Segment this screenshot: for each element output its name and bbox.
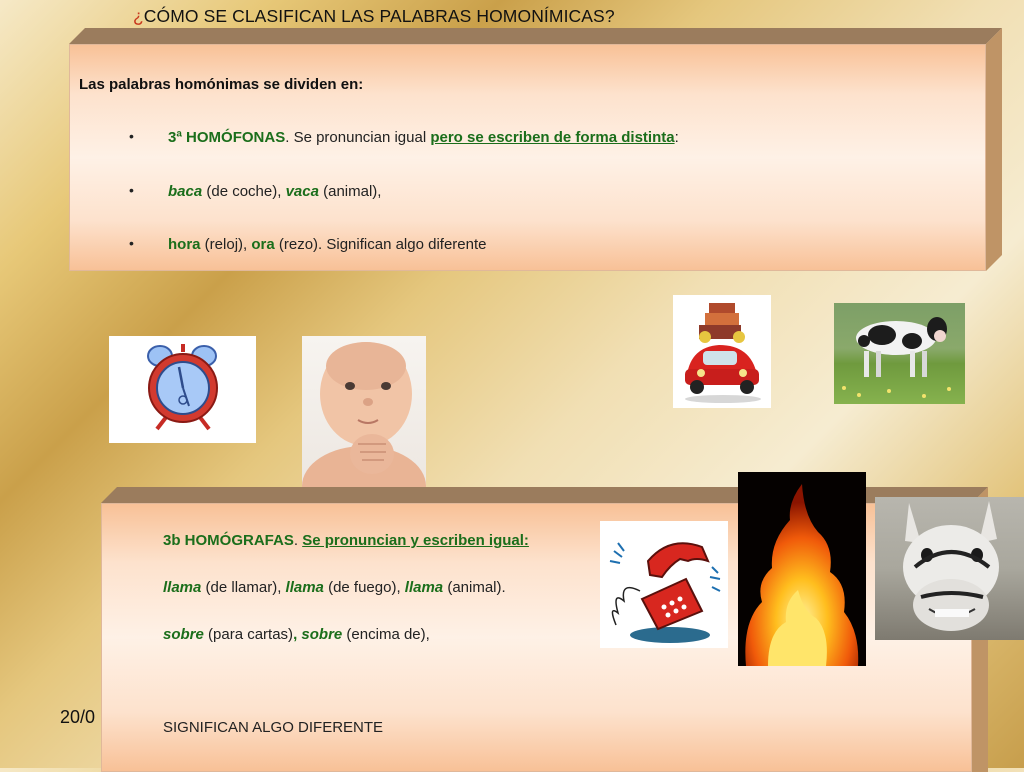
homografas-rule: Se pronuncian y escriben igual: [302, 532, 529, 549]
alarm-clock-icon [109, 336, 256, 443]
red-telephone-icon [600, 521, 728, 648]
intro-text: Las palabras homónimas se dividen en: [79, 76, 364, 93]
date-fragment: 20/0 [60, 707, 96, 727]
cow-photo [834, 303, 965, 404]
llama-photo [875, 497, 1024, 640]
question-mark: ¿ [133, 6, 144, 26]
significan-footer: SIGNIFICAN ALGO DIFERENTE [163, 719, 384, 736]
homografas-heading: 3b HOMÓGRAFAS [163, 532, 294, 549]
sobre-line: sobre (para cartas), sobre (encima de), [163, 626, 430, 643]
llama-line: llama (de llamar), llama (de fuego), llama (animal). [163, 579, 506, 596]
praying-baby-photo [302, 336, 426, 498]
homofonas-heading: 3ª HOMÓFONAS [168, 129, 286, 146]
homofonas-box: Las palabras homónimas se dividen en: • 3ª HOMÓFONAS. Se pronuncian igual pero se escriben de forma distinta: • baca (de coche), vaca (animal), • hora (reloj), ora (rezo). Significan algo diferente [69, 28, 1002, 271]
homografas-heading-line: 3b HOMÓGRAFAS. Se pronuncian y escriben igual: [163, 532, 529, 549]
slide-title [133, 6, 615, 27]
bullet-dot: • [129, 128, 134, 144]
car-with-luggage-icon [673, 295, 771, 408]
title-text: CÓMO SE CLASIFICAN LAS PALABRAS HOMONÍMICAS? [143, 6, 615, 26]
bullet-dot: • [129, 182, 134, 198]
fire-photo [738, 472, 866, 666]
homofonas-rule: pero se escriben de forma distinta [430, 129, 675, 146]
bullet-dot: • [129, 235, 134, 251]
